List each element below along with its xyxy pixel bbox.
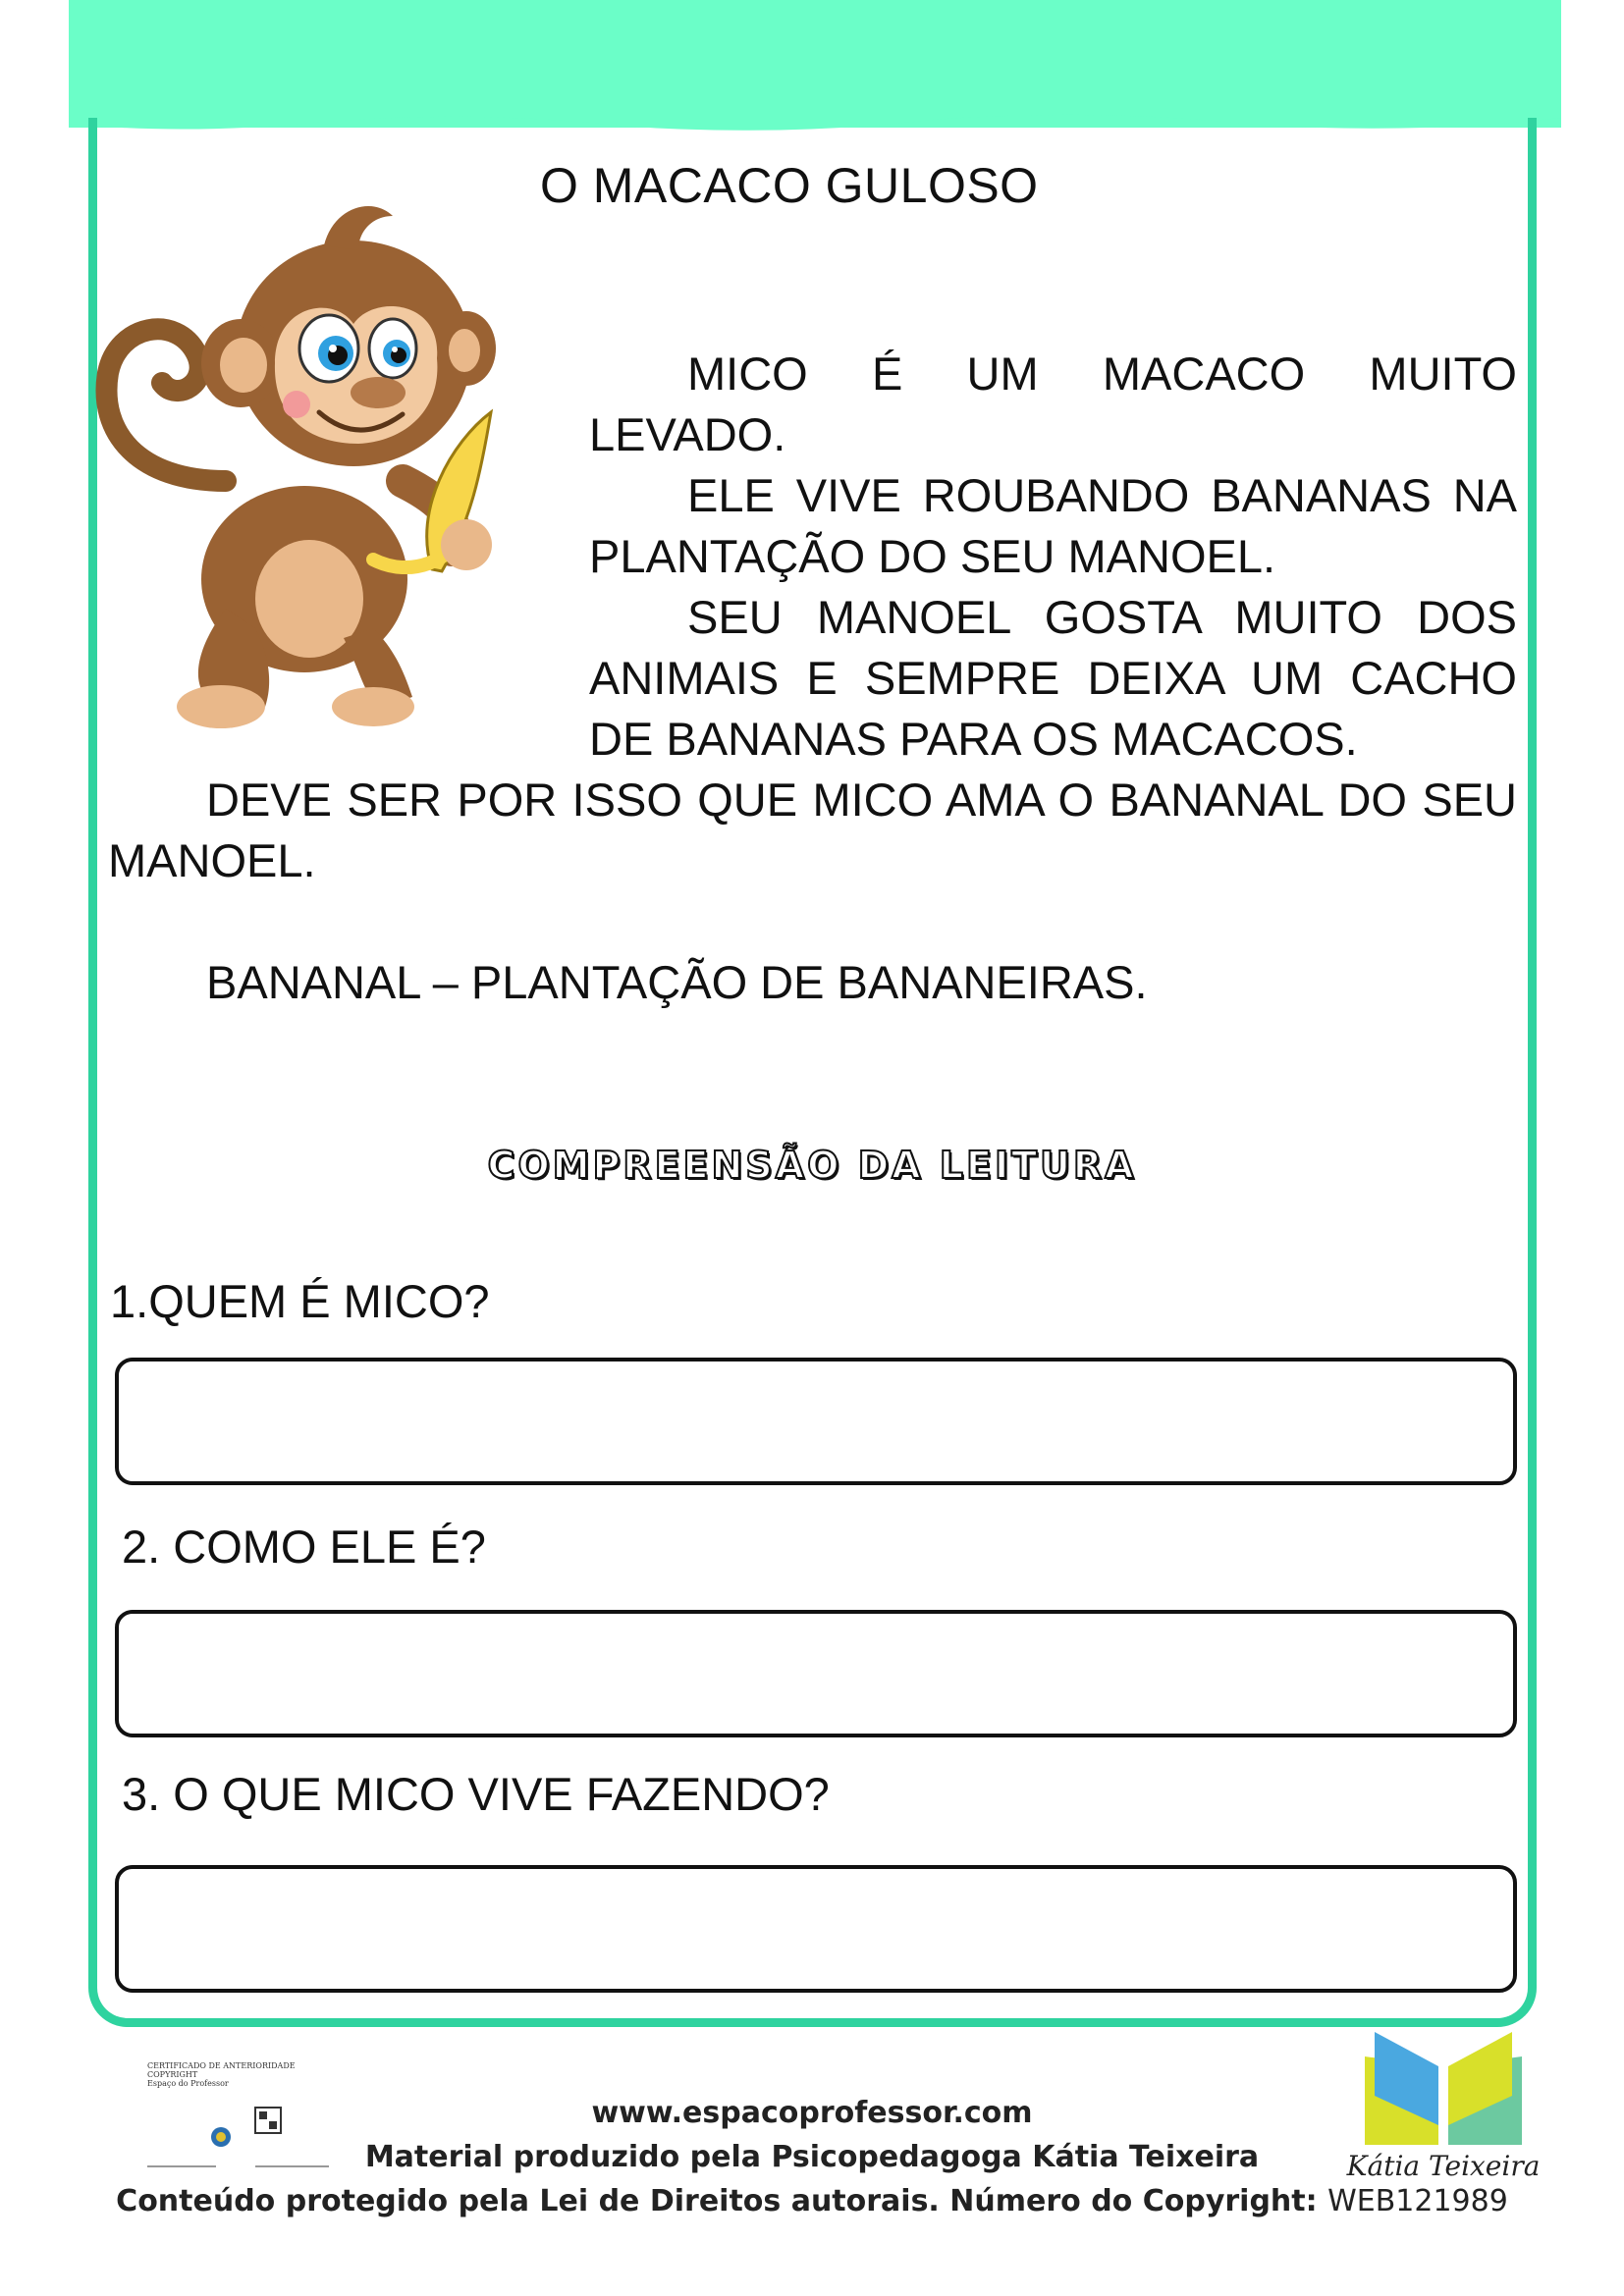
section-title-reading-comprehension: COMPREENSÃO DA LEITURA bbox=[487, 1144, 1137, 1187]
story-title: O MACACO GULOSO bbox=[540, 158, 1039, 213]
glossary-note: BANANAL – PLANTAÇÃO DE BANANEIRAS. bbox=[206, 956, 1148, 1008]
story-paragraph-3: SEU MANOEL GOSTA MUITO DOS ANIMAIS E SEMPRE DEIXA UM CACHO DE BANANAS PARA OS MACACOS. bbox=[589, 591, 1517, 765]
footer-credit: Material produzido pela Psicopedagoga Kátia Teixeira bbox=[364, 2140, 1260, 2174]
question-3: 3. O QUE MICO VIVE FAZENDO? bbox=[122, 1768, 830, 1820]
answer-box-2[interactable] bbox=[115, 1610, 1517, 1737]
copyright-code: WEB121989 bbox=[1327, 2184, 1508, 2218]
footer-copyright bbox=[0, 2184, 1624, 2218]
answer-box-1[interactable] bbox=[115, 1358, 1517, 1485]
answer-box-3[interactable] bbox=[115, 1865, 1517, 1993]
certificate-title: CERTIFICADO DE ANTERIORIDADE COPYRIGHT bbox=[147, 2061, 296, 2079]
story-paragraph-4: DEVE SER POR ISSO QUE MICO AMA O BANANAL DO SEU MANOEL. bbox=[108, 774, 1517, 886]
book-logo-icon bbox=[1355, 2027, 1532, 2155]
story-paragraph-1: MICO É UM MACACO MUITO LEVADO. bbox=[589, 347, 1517, 460]
certificate-subtitle: Espaço do Professor bbox=[147, 2079, 229, 2088]
logo-name: Kátia Teixeira bbox=[1346, 2150, 1541, 2182]
question-2: 2. COMO ELE É? bbox=[122, 1521, 486, 1573]
monkey-with-banana-illustration bbox=[79, 187, 589, 736]
copyright-label: Conteúdo protegido pela Lei de Direitos autorais. Número do Copyright: bbox=[116, 2184, 1318, 2218]
story-paragraph-2: ELE VIVE ROUBANDO BANANAS NA PLANTAÇÃO DO SEU MANOEL. bbox=[589, 469, 1517, 582]
footer-website: www.espacoprofessor.com bbox=[591, 2096, 1033, 2130]
top-decorative-band bbox=[69, 0, 1561, 128]
question-1: 1.QUEM É MICO? bbox=[110, 1275, 490, 1327]
